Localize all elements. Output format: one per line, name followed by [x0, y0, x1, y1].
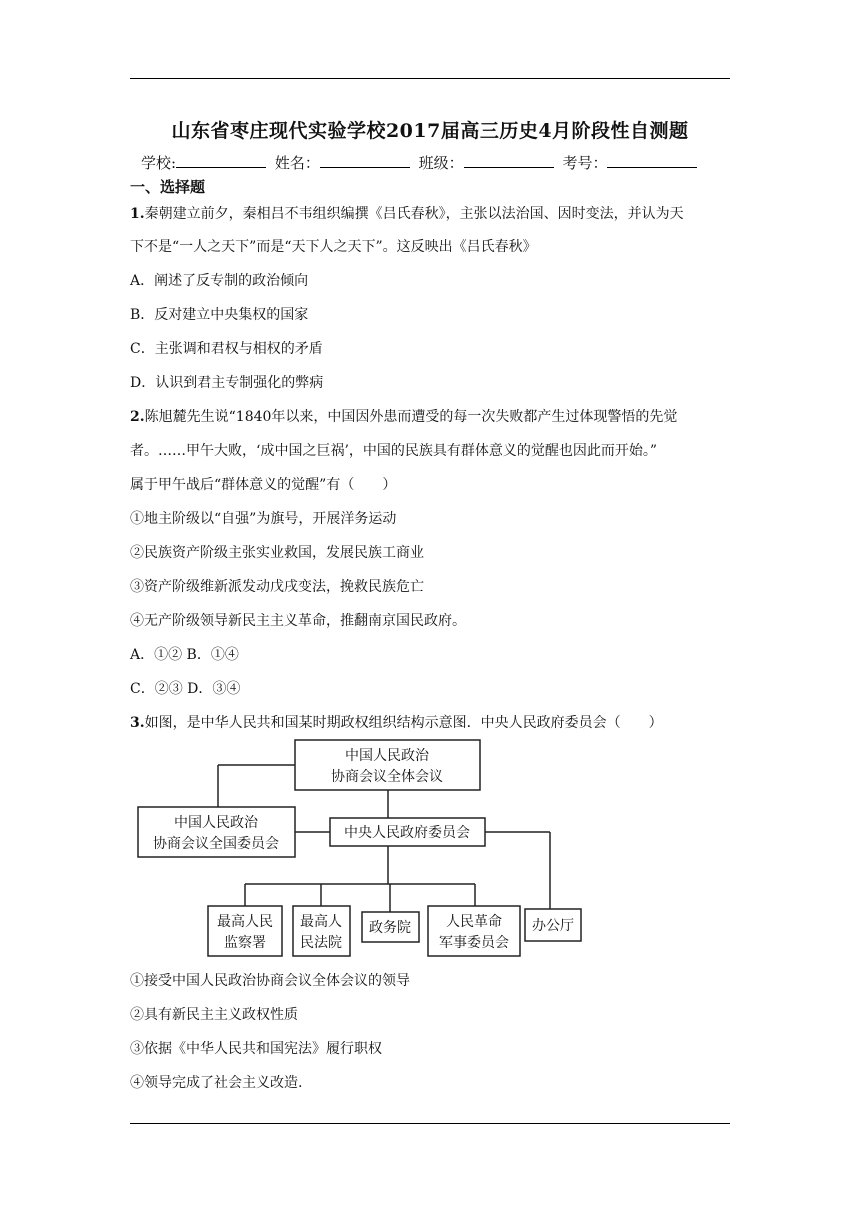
q2-statement-4: ④无产阶级领导新民主主义革命，推翻南京国民政府。 [130, 613, 466, 629]
page-title: 山东省枣庄现代实验学校2017届高三历史4月阶段性自测题 [171, 120, 689, 142]
q3-statement-4: ④领导完成了社会主义改造. [130, 1075, 303, 1091]
q1-option-c: C．主张调和君权与相权的矛盾 [130, 341, 323, 357]
label-military-committee-2: 军事委员会 [439, 935, 509, 951]
exam-no-label: 考号： [562, 154, 608, 172]
student-info-line [141, 152, 701, 173]
class-blank[interactable] [464, 153, 554, 168]
q2-statement-2: ②民族资产阶级主张实业救国，发展民族工商业 [130, 545, 424, 561]
q2-options-cd: C．②③ D．③④ [130, 681, 241, 697]
q1-stem-line2: 下不是“一人之天下”而是“天下人之天下”。这反映出《吕氏春秋》 [130, 239, 537, 255]
label-cppcc-plenary-1: 中国人民政治 [345, 748, 429, 764]
label-cppcc-plenary-2: 协商会议全体会议 [331, 769, 443, 785]
exam-no-blank[interactable] [607, 153, 697, 168]
label-cppcc-committee-2: 协商会议全国委员会 [153, 836, 279, 852]
q3-statement-3: ③依据《中华人民共和国宪法》履行职权 [130, 1041, 382, 1057]
school-blank[interactable] [176, 153, 266, 168]
school-label: 学校: [141, 154, 177, 172]
label-military-committee-1: 人民革命 [446, 914, 502, 930]
label-procuratorate-1: 最高人民 [217, 914, 273, 930]
section-heading: 一、选择题 [130, 178, 206, 196]
q3-statement-2: ②具有新民主主义政权性质 [130, 1007, 298, 1023]
footer-rule [130, 1123, 730, 1124]
label-procuratorate-2: 监察署 [224, 935, 266, 951]
government-structure-diagram [130, 734, 590, 964]
q2-number: 2. [130, 409, 145, 425]
q2-stem-line1: 2.陈旭麓先生说“1840年以来，中国因外患而遭受的每一次失败都产生过体现警悟的先觉 [130, 409, 678, 425]
label-cppcc-committee-1: 中国人民政治 [174, 815, 258, 831]
q1-option-a: A．阐述了反专制的政治倾向 [130, 273, 309, 289]
class-label: 班级： [418, 154, 464, 172]
q2-statement-3: ③资产阶级维新派发动戊戌变法，挽救民族危亡 [130, 579, 424, 595]
label-supreme-court-2: 民法院 [300, 935, 342, 951]
label-state-council: 政务院 [369, 920, 411, 936]
q1-number: 1. [130, 206, 145, 222]
q1-option-d: D．认识到君主专制强化的弊病 [130, 375, 324, 391]
q1-stem-line1: 1.秦朝建立前夕，秦相吕不韦组织编撰《吕氏春秋》，主张以法治国、因时变法，并认为天 [130, 206, 684, 222]
label-central-government: 中央人民政府委员会 [344, 825, 470, 841]
q3-statement-1: ①接受中国人民政治协商会议全体会议的领导 [130, 973, 410, 989]
name-label: 姓名： [274, 154, 320, 172]
q3-number: 3. [130, 715, 145, 731]
name-blank[interactable] [320, 153, 410, 168]
q2-stem-line2: 者。……甲午大败，‘成中国之巨祸’，中国的民族具有群体意义的觉醒也因此而开始。” [130, 443, 658, 459]
label-supreme-court-1: 最高人 [300, 914, 342, 930]
q2-stem-line3: 属于甲午战后“群体意义的觉醒”有（ ） [130, 477, 397, 493]
q2-statement-1: ①地主阶级以“自强”为旗号，开展洋务运动 [130, 511, 397, 527]
label-general-office: 办公厅 [532, 918, 574, 934]
q1-option-b: B．反对建立中央集权的国家 [130, 307, 309, 323]
header-rule [130, 78, 730, 79]
q2-options-ab: A．①② B．①④ [130, 647, 239, 663]
q3-stem-line1: 3.如图，是中华人民共和国某时期政权组织结构示意图．中央人民政府委员会（ ） [130, 715, 663, 731]
